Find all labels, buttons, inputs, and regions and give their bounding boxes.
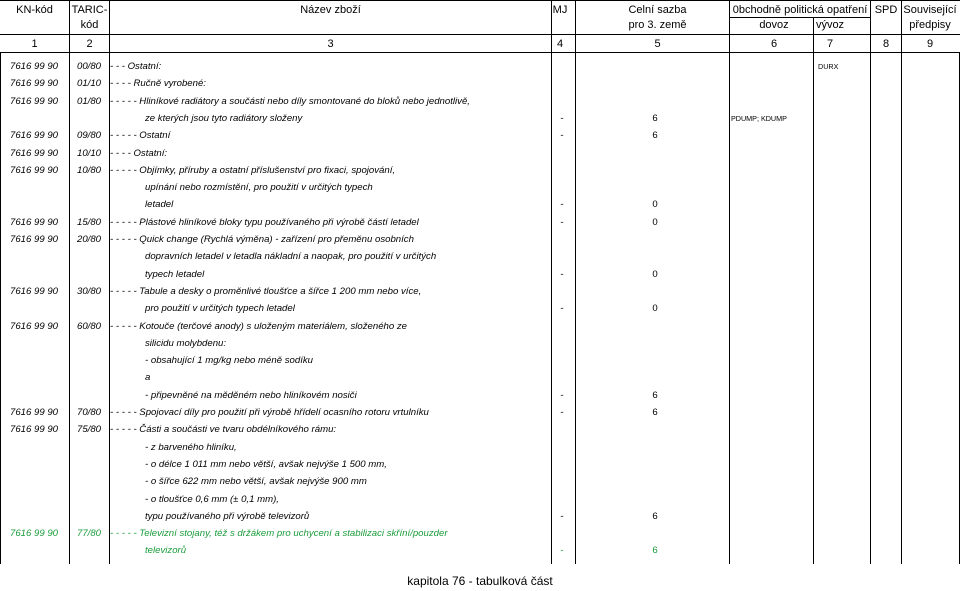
description-cell: pro použití v určitých typech letadel xyxy=(145,303,295,315)
kn-code-cell: 7616 99 90 xyxy=(10,147,59,159)
table-row xyxy=(0,179,960,196)
column-divider xyxy=(551,0,552,52)
description-cell: - o šířce 622 mm nebo větší, avšak nejvýše 900 mm xyxy=(145,476,367,488)
taric-code-cell: 30/80 xyxy=(77,285,102,297)
header-divider xyxy=(0,34,960,35)
duty-cell: 6 xyxy=(652,389,658,401)
column-divider xyxy=(813,17,814,52)
description-cell: - o délce 1 011 mm nebo větší, avšak nejvýše 1 500 mm, xyxy=(145,458,387,470)
kn-code-cell: 7616 99 90 xyxy=(10,61,59,72)
duty-cell: 0 xyxy=(652,216,658,228)
description-cell: - - - - - Objímky, příruby a ostatní příslušenství pro fixaci, spojování, xyxy=(110,164,396,176)
kn-code-cell: 7616 99 90 xyxy=(10,130,59,142)
mj-cell: - xyxy=(560,268,564,280)
kn-code-cell: 7616 99 90 xyxy=(10,528,59,540)
description-cell: - - - - - Televizní stojany, též s držákem pro uchycení a stabilizaci skříní/pouzder xyxy=(110,528,448,540)
column-divider xyxy=(870,0,871,52)
table-row xyxy=(0,283,960,300)
taric-code-cell: 10/80 xyxy=(77,164,102,176)
description-cell: - - - - Ostatní: xyxy=(110,147,168,159)
header-vyvoz: vývoz xyxy=(815,19,845,31)
description-cell: - - - - - Tabule a desky o proměnlivé tloušťce a šířce 1 200 mm nebo více, xyxy=(110,285,422,297)
description-cell: - o tloušťce 0,6 mm (± 0,1 mm), xyxy=(145,493,279,505)
description-cell: - - - - - Ostatní xyxy=(110,130,171,142)
duty-cell: 0 xyxy=(652,199,658,211)
table-row xyxy=(0,335,960,352)
table-row xyxy=(0,300,960,317)
page-footer: kapitola 76 - tabulková část xyxy=(407,574,553,588)
header-mj: MJ xyxy=(552,4,568,16)
kn-code-cell: 7616 99 90 xyxy=(10,164,59,176)
column-number: 9 xyxy=(926,38,934,50)
table-row xyxy=(0,456,960,473)
mj-cell: - xyxy=(560,199,564,211)
column-number: 4 xyxy=(556,38,564,50)
taric-code-cell: 70/80 xyxy=(77,407,102,418)
duty-cell: 6 xyxy=(652,407,658,418)
description-cell: silicidu molybdenu: xyxy=(145,337,227,349)
description-cell: televizorů xyxy=(145,545,187,557)
kn-code-cell: 7616 99 90 xyxy=(10,285,59,297)
column-divider xyxy=(109,0,110,52)
taric-code-cell: 20/80 xyxy=(77,234,102,245)
header-taric-kod: kód xyxy=(80,19,99,31)
description-cell: a xyxy=(145,372,151,384)
table-row xyxy=(0,110,960,127)
description-cell: dopravních letadel v letadla nákladní a naopak, pro použití v určitých xyxy=(145,251,437,263)
column-divider xyxy=(69,0,70,52)
dovoz-cell: PDUMP; KDUMP xyxy=(731,113,787,123)
table-row xyxy=(0,231,960,248)
description-cell: - - - - - Kotouče (terčové anody) s uloženým materiálem, složeného ze xyxy=(110,320,407,332)
mj-cell: - xyxy=(560,216,564,228)
description-cell: typu používaného při výrobě televizorů xyxy=(145,510,310,522)
table-row xyxy=(0,508,960,525)
description-cell: - obsahující 1 mg/kg nebo méně sodíku xyxy=(145,355,313,367)
opatreni-sub-divider xyxy=(730,17,870,18)
column-number: 8 xyxy=(882,38,890,50)
duty-cell: 6 xyxy=(652,112,658,124)
column-number: 6 xyxy=(770,38,778,50)
mj-cell: - xyxy=(560,389,564,401)
column-divider xyxy=(901,0,902,52)
table-row xyxy=(0,404,960,421)
table-row xyxy=(0,145,960,162)
header-nazev-zbozi: Název zboží xyxy=(300,4,361,16)
header-spd: SPD xyxy=(874,4,898,16)
header-obchodne-politicka-opatreni: 0bchodně politická opatření xyxy=(732,4,868,16)
header-bottom-border xyxy=(0,52,960,53)
table-row xyxy=(0,127,960,144)
table-row xyxy=(0,162,960,179)
table-header xyxy=(0,0,960,52)
mj-cell: - xyxy=(560,407,564,418)
column-divider xyxy=(575,0,576,52)
taric-code-cell: 00/80 xyxy=(77,61,102,72)
column-number: 3 xyxy=(327,38,334,50)
header-souvisejici: Související xyxy=(903,4,957,16)
description-cell: upínání nebo rozmístění, pro použití v určitých typech xyxy=(145,182,373,194)
taric-code-cell: 09/80 xyxy=(77,130,102,142)
column-number: 5 xyxy=(654,38,661,50)
description-cell: - připevněné na měděném nebo hliníkovém nosiči xyxy=(145,389,357,401)
table-row xyxy=(0,318,960,335)
description-cell: - - - - - Quick change (Rychlá výměna) - zařízení pro přeměnu osobních xyxy=(110,234,414,245)
table-row xyxy=(0,387,960,404)
table-row xyxy=(0,214,960,231)
column-number: 1 xyxy=(31,38,38,50)
table-row xyxy=(0,75,960,92)
kn-code-cell: 7616 99 90 xyxy=(10,407,59,418)
header-predpisy: předpisy xyxy=(909,19,951,31)
description-cell: - - - - Ručně vyrobené: xyxy=(110,78,206,90)
duty-cell: 0 xyxy=(652,268,658,280)
kn-code-cell: 7616 99 90 xyxy=(10,78,59,90)
taric-code-cell: 01/80 xyxy=(77,95,102,107)
table-row xyxy=(0,491,960,508)
description-cell: - - - - - Hliníkové radiátory a součásti nebo díly smontované do bloků nebo jednotlivě, xyxy=(110,95,470,107)
spd-cell: DURX xyxy=(818,62,839,71)
column-number: 7 xyxy=(826,38,834,50)
kn-code-cell: 7616 99 90 xyxy=(10,216,59,228)
kn-code-cell: 7616 99 90 xyxy=(10,424,59,436)
table-row xyxy=(0,473,960,490)
duty-cell: 0 xyxy=(652,303,658,315)
table-row xyxy=(0,439,960,456)
duty-cell: 6 xyxy=(652,130,658,142)
mj-cell: - xyxy=(560,112,564,124)
duty-cell: 6 xyxy=(652,510,658,522)
description-cell: - - - - - Plástové hliníkové bloky typu používaného při výrobě částí letadel xyxy=(110,216,419,228)
description-cell: typech letadel xyxy=(145,268,205,280)
table-row xyxy=(0,93,960,110)
description-cell: - - - - - Části a součásti ve tvaru obdélníkového rámu: xyxy=(110,424,337,436)
kn-code-cell: 7616 99 90 xyxy=(10,95,59,107)
taric-code-cell: 75/80 xyxy=(77,424,102,436)
table-row xyxy=(0,525,960,542)
table-row xyxy=(0,58,960,75)
header-pro-3-zeme: pro 3. země xyxy=(628,19,687,31)
mj-cell: - xyxy=(560,303,564,315)
header-dovoz: dovoz xyxy=(759,19,789,31)
kn-code-cell: 7616 99 90 xyxy=(10,234,59,245)
header-celni-sazba: Celní sazba xyxy=(628,4,687,16)
taric-code-cell: 15/80 xyxy=(77,216,102,228)
taric-code-cell: 60/80 xyxy=(77,320,102,332)
mj-cell: - xyxy=(560,510,564,522)
column-number: 2 xyxy=(86,38,93,50)
table-row xyxy=(0,248,960,265)
description-cell: ze kterých jsou tyto radiátory složeny xyxy=(145,112,303,124)
table-row xyxy=(0,542,960,559)
taric-code-cell: 01/10 xyxy=(77,78,102,90)
description-cell: - z barveného hliníku, xyxy=(145,441,237,453)
table-top-border xyxy=(0,0,960,1)
duty-cell: 6 xyxy=(652,545,658,557)
kn-code-cell: 7616 99 90 xyxy=(10,320,59,332)
table-row xyxy=(0,421,960,438)
table-row xyxy=(0,369,960,386)
mj-cell: - xyxy=(560,545,564,557)
table-row xyxy=(0,352,960,369)
description-cell: - - - Ostatní: xyxy=(110,61,162,72)
header-kn-kod: KN-kód xyxy=(16,4,53,16)
mj-cell: - xyxy=(560,130,564,142)
description-cell: - - - - - Spojovací díly pro použití při výrobě hřídelí ocasního rotoru vrtulníku xyxy=(110,407,429,418)
table-row xyxy=(0,266,960,283)
taric-code-cell: 77/80 xyxy=(77,528,102,540)
column-divider xyxy=(729,0,730,52)
description-cell: letadel xyxy=(145,199,174,211)
taric-code-cell: 10/10 xyxy=(77,147,102,159)
header-taric: TARIC- xyxy=(71,4,108,16)
table-row xyxy=(0,196,960,213)
